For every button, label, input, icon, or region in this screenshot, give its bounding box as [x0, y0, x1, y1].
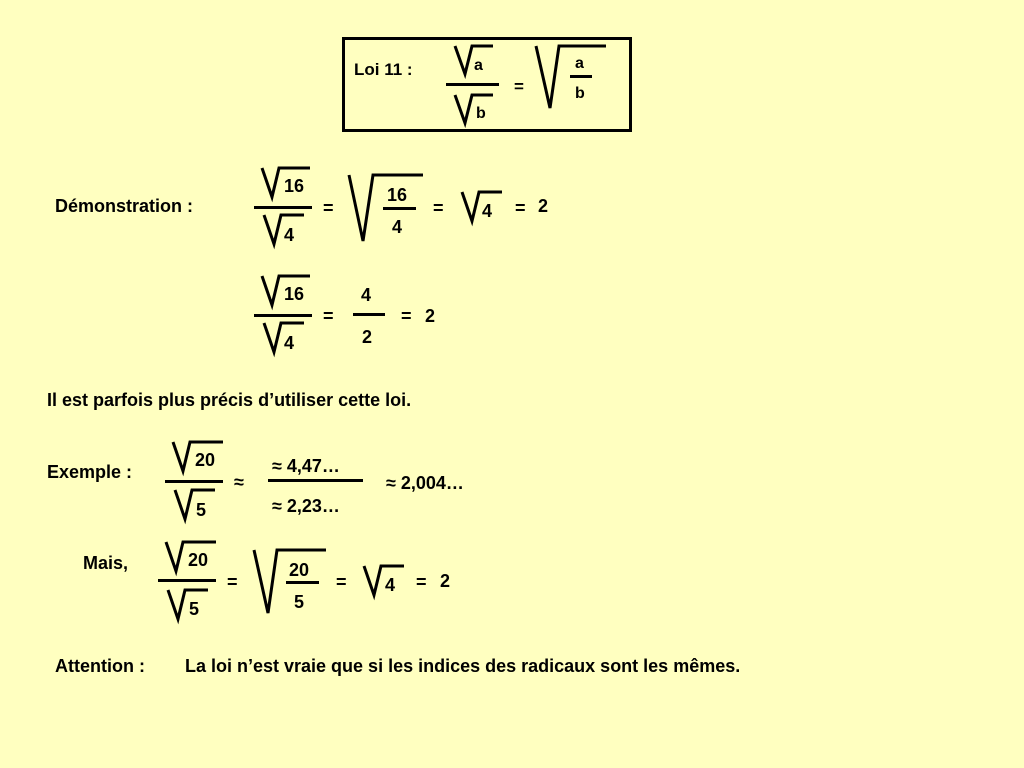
radical-law-num: [455, 44, 500, 76]
radical-5: [168, 588, 213, 621]
radicand: 4: [284, 225, 295, 245]
radical-16: [262, 274, 317, 307]
approx-result: ≈ 2,004…: [386, 473, 464, 493]
fraction-denominator: 5: [294, 592, 305, 612]
warning-label: Attention :: [55, 656, 145, 676]
equals-sign: =: [323, 306, 334, 326]
equals-sign: =: [515, 198, 526, 218]
fraction-bar: [254, 314, 312, 317]
radicand: 16: [284, 176, 305, 196]
result: 2: [425, 306, 436, 326]
fraction-denominator: ≈ 2,23…: [272, 496, 340, 516]
radicand: 4: [385, 575, 396, 595]
demonstration-label: Démonstration :: [55, 196, 194, 216]
fraction-bar: [254, 206, 312, 209]
but-label: Mais,: [83, 553, 129, 573]
radicand: a: [474, 57, 483, 74]
example-label: Exemple :: [47, 462, 133, 482]
radical-5: [175, 488, 220, 521]
result: 2: [440, 571, 451, 591]
approx-sign: ≈: [234, 472, 244, 492]
radical-law-den: [455, 93, 500, 125]
radicand: 5: [196, 500, 207, 520]
result: 2: [538, 196, 549, 216]
radical-law-rhs: [536, 44, 611, 110]
fraction-bar: [268, 479, 363, 482]
fraction-numerator: a: [575, 55, 584, 72]
fraction-numerator: ≈ 4,47…: [272, 456, 340, 476]
radicand: 5: [189, 599, 200, 619]
equals-sign: =: [401, 306, 412, 326]
equals-sign: =: [416, 572, 427, 592]
fraction-bar: [383, 207, 416, 210]
fraction-numerator: 16: [387, 185, 408, 205]
radicand: b: [476, 105, 486, 122]
fraction-bar: [570, 75, 592, 78]
radical-20: [173, 440, 228, 473]
fraction-bar: [446, 83, 499, 86]
radical-4: [462, 190, 507, 223]
radical-fraction: [349, 173, 427, 243]
radicand: 4: [284, 333, 295, 353]
equals-sign: =: [227, 572, 238, 592]
radical-fraction: [254, 548, 332, 615]
radicand: 20: [195, 450, 216, 470]
equals-sign: =: [433, 198, 444, 218]
warning-text: La loi n’est vraie que si les indices des radicaux sont les mêmes.: [185, 656, 741, 676]
radicand: 4: [482, 201, 493, 221]
radical-4: [264, 321, 309, 354]
fraction-denominator: 4: [392, 217, 403, 237]
fraction-bar: [158, 579, 216, 582]
fraction-bar: [353, 313, 385, 316]
fraction-denominator: b: [575, 85, 585, 102]
radicand: 16: [284, 284, 305, 304]
note-text: Il est parfois plus précis d’utiliser cette loi.: [47, 390, 412, 410]
law-label: Loi 11 :: [354, 60, 413, 79]
fraction-bar: [286, 581, 319, 584]
fraction-numerator: 20: [289, 560, 310, 580]
fraction-bar: [165, 480, 223, 483]
radical-20: [166, 540, 221, 573]
equals-sign: =: [336, 572, 347, 592]
radical-4: [264, 213, 309, 246]
equals-sign: =: [514, 77, 524, 96]
radical-4: [364, 564, 409, 597]
radicand: 20: [188, 550, 209, 570]
fraction-numerator: 4: [361, 285, 372, 305]
fraction-denominator: 2: [362, 327, 373, 347]
equals-sign: =: [323, 198, 334, 218]
radical-16: [262, 166, 317, 199]
